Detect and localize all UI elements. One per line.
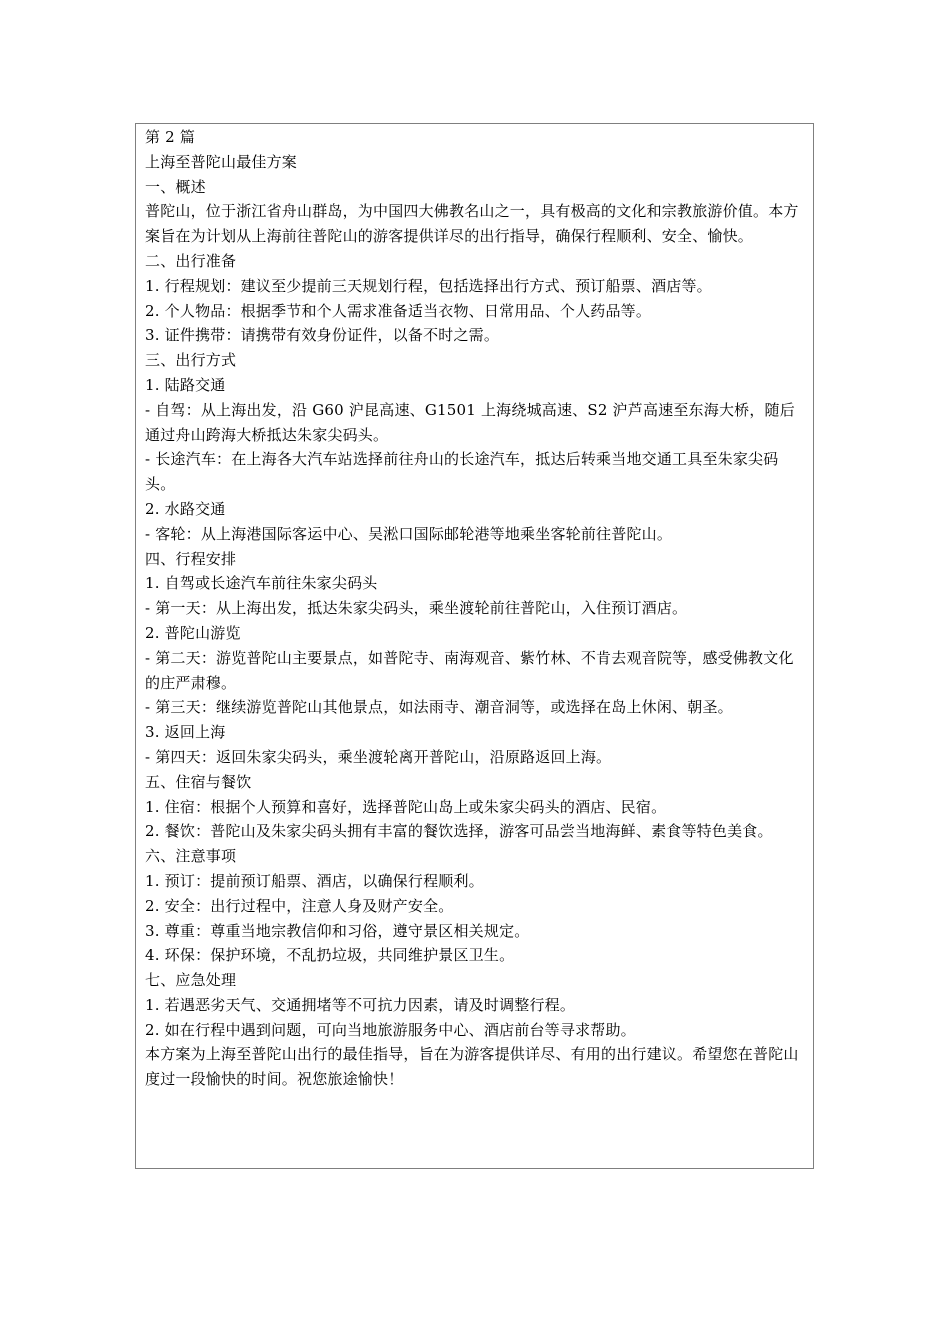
section-heading-transport: 三、出行方式 [145,351,237,370]
lodging-item: 2. 餐饮：普陀山及朱家尖码头拥有丰富的餐饮选择，游客可品尝当地海鲜、素食等特色美食。 [145,822,773,841]
overview-paragraph: 普陀山，位于浙江省舟山群岛，为中国四大佛教名山之一，具有极高的文化和宗教旅游价值。本方案旨在为计划从上海前往普陀山的游客提供详尽的出行指导，确保行程顺利、安全、愉快。 [145,202,799,246]
itinerary-subheading: 2. 普陀山游览 [145,623,241,642]
transport-item: - 自驾：从上海出发，沿 G60 沪昆高速、G1501 上海绕城高速、S2 沪芦高速至东海大桥，随后通过舟山跨海大桥抵达朱家尖码头。 [145,400,795,444]
notes-item: 2. 安全：出行过程中，注意人身及财产安全。 [145,896,454,915]
emergency-item: 1. 若遇恶劣天气、交通拥堵等不可抗力因素，请及时调整行程。 [145,995,576,1014]
article-number: 第 2 篇 [145,128,196,146]
transport-subheading: 2. 水路交通 [145,499,226,518]
notes-item: 3. 尊重：尊重当地宗教信仰和习俗，遵守景区相关规定。 [145,921,530,940]
transport-subheading: 1. 陆路交通 [145,375,226,394]
closing-paragraph: 本方案为上海至普陀山出行的最佳指导，旨在为游客提供详尽、有用的出行建议。希望您在普陀山度过一段愉快的时间。祝您旅途愉快！ [145,1045,799,1089]
preparation-item: 2. 个人物品：根据季节和个人需求准备适当衣物、日常用品、个人药品等。 [145,301,652,320]
section-heading-emergency: 七、应急处理 [145,971,237,990]
itinerary-subheading: 1. 自驾或长途汽车前往朱家尖码头 [145,574,378,593]
itinerary-item: - 第三天：继续游览普陀山其他景点，如法雨寺、潮音洞等，或选择在岛上休闲、朝圣。 [145,698,733,717]
section-heading-lodging: 五、住宿与餐饮 [145,772,252,791]
notes-item: 1. 预订：提前预订船票、酒店，以确保行程顺利。 [145,871,484,890]
preparation-item: 1. 行程规划：建议至少提前三天规划行程，包括选择出行方式、预订船票、酒店等。 [145,276,712,295]
section-heading-preparation: 二、出行准备 [145,251,237,270]
section-heading-itinerary: 四、行程安排 [145,549,237,568]
section-heading-notes: 六、注意事项 [145,847,237,866]
article-title: 上海至普陀山最佳方案 [145,152,298,171]
itinerary-item: - 第四天：返回朱家尖码头，乘坐渡轮离开普陀山，沿原路返回上海。 [145,747,612,766]
document-body [145,125,807,1092]
itinerary-item: - 第二天：游览普陀山主要景点，如普陀寺、南海观音、紫竹林、不肯去观音院等，感受佛教文化的庄严肃穆。 [145,648,794,692]
transport-item: - 客轮：从上海港国际客运中心、吴淞口国际邮轮港等地乘坐客轮前往普陀山。 [145,524,673,543]
lodging-item: 1. 住宿：根据个人预算和喜好，选择普陀山岛上或朱家尖码头的酒店、民宿。 [145,797,667,816]
itinerary-item: - 第一天：从上海出发，抵达朱家尖码头，乘坐渡轮前往普陀山，入住预订酒店。 [145,599,688,618]
preparation-item: 3. 证件携带：请携带有效身份证件，以备不时之需。 [145,326,500,345]
transport-item: - 长途汽车：在上海各大汽车站选择前往舟山的长途汽车，抵达后转乘当地交通工具至朱家尖码头。 [145,450,779,494]
notes-item: 4. 环保：保护环境，不乱扔垃圾，共同维护景区卫生。 [145,946,515,965]
emergency-item: 2. 如在行程中遇到问题，可向当地旅游服务中心、酒店前台等寻求帮助。 [145,1020,636,1039]
itinerary-subheading: 3. 返回上海 [145,723,226,742]
section-heading-overview: 一、概述 [145,177,206,196]
